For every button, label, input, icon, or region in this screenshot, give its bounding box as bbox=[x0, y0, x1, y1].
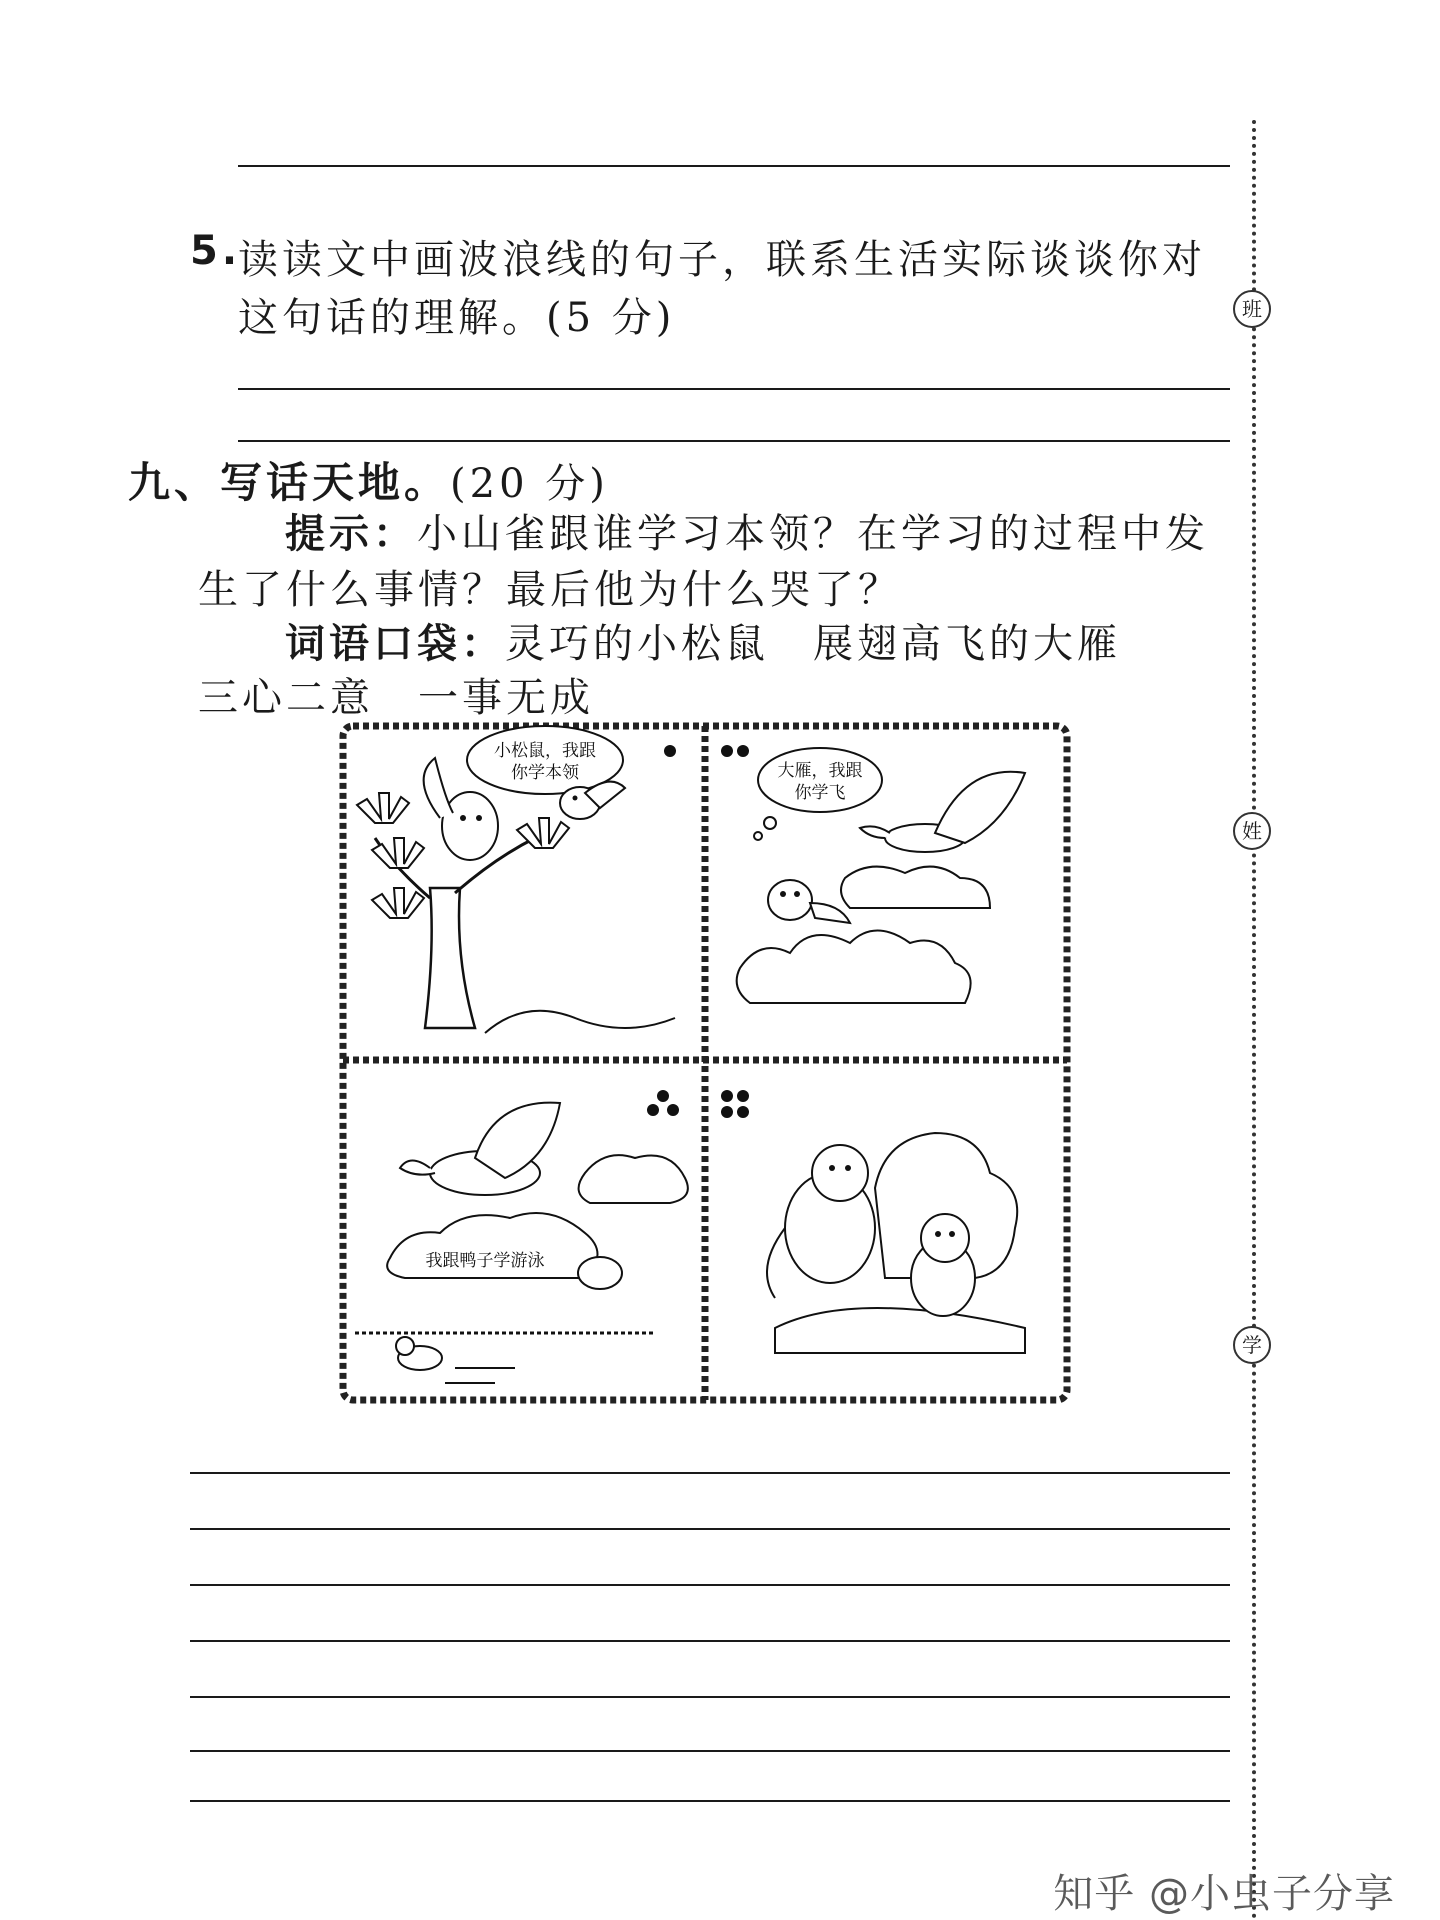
comic-strip bbox=[335, 718, 1075, 1408]
word-bag-line1 bbox=[285, 612, 1121, 669]
cloud bbox=[841, 867, 990, 908]
writing-line bbox=[190, 1584, 1230, 1586]
section-title-text: 九、写话天地。 bbox=[128, 458, 451, 507]
panel-1 bbox=[357, 726, 676, 1033]
watermark-text: 知乎 @小虫子分享 bbox=[1053, 1871, 1395, 1917]
panel-marker-4 bbox=[737, 1106, 749, 1118]
panel-marker-2 bbox=[737, 745, 749, 757]
hint-label: 提示： bbox=[285, 511, 417, 557]
panel2-bubble-line1: 大雁，我跟 bbox=[777, 761, 863, 781]
panel-marker-3 bbox=[667, 1104, 679, 1116]
ground bbox=[775, 1308, 1025, 1353]
hint-line1 bbox=[285, 502, 1209, 559]
panel-4 bbox=[721, 1090, 1025, 1353]
question-number: 5. bbox=[190, 228, 242, 274]
answer-line bbox=[238, 440, 1230, 442]
writing-line bbox=[190, 1528, 1230, 1530]
section-title bbox=[128, 450, 609, 510]
panel1-bubble-line2: 你学本领 bbox=[511, 763, 579, 783]
panel-marker-1 bbox=[664, 745, 676, 757]
hint-text: 小山雀跟谁学习本领？在学习的过程中发 bbox=[417, 511, 1209, 557]
squirrel bbox=[442, 792, 498, 860]
answer-line bbox=[238, 388, 1230, 390]
question-text-line2: 这句话的理解。(5 分) bbox=[238, 295, 676, 341]
writing-line bbox=[190, 1750, 1230, 1752]
tree-trunk bbox=[425, 888, 475, 1028]
margin-seal-class: 班 bbox=[1233, 290, 1271, 328]
small-bird bbox=[768, 880, 812, 920]
panel-3 bbox=[355, 1090, 688, 1383]
panel3-bubble: 我跟鸭子学游泳 bbox=[425, 1251, 545, 1271]
writing-line bbox=[190, 1640, 1230, 1642]
section-score: (20 分) bbox=[450, 461, 609, 507]
hint-line2: 生了什么事情？最后他为什么哭了？ bbox=[198, 567, 902, 613]
writing-line bbox=[190, 1472, 1230, 1474]
margin-seal-name: 姓 bbox=[1233, 812, 1271, 850]
question-text-line1: 读读文中画波浪线的句子，联系生活实际谈谈你对 bbox=[238, 237, 1206, 283]
margin-seal-id: 学 bbox=[1233, 1326, 1271, 1364]
comic-drawing bbox=[335, 718, 1075, 1408]
writing-line bbox=[190, 1696, 1230, 1698]
word-bag-label: 词语口袋： bbox=[285, 621, 505, 667]
panel2-bubble-line2: 你学飞 bbox=[794, 783, 846, 803]
word-bag-text: 灵巧的小松鼠 展翅高飞的大雁 bbox=[505, 621, 1121, 667]
answer-line bbox=[238, 165, 1230, 167]
panel1-bubble-line1: 小松鼠，我跟 bbox=[494, 741, 596, 761]
small-bird bbox=[578, 1257, 622, 1289]
writing-line bbox=[190, 1800, 1230, 1802]
cloud bbox=[579, 1155, 688, 1203]
word-bag-line2: 三心二意 一事无成 bbox=[198, 675, 594, 721]
panel-2 bbox=[721, 745, 1025, 1003]
cloud bbox=[737, 931, 971, 1004]
binding-margin-line bbox=[1252, 120, 1256, 1920]
